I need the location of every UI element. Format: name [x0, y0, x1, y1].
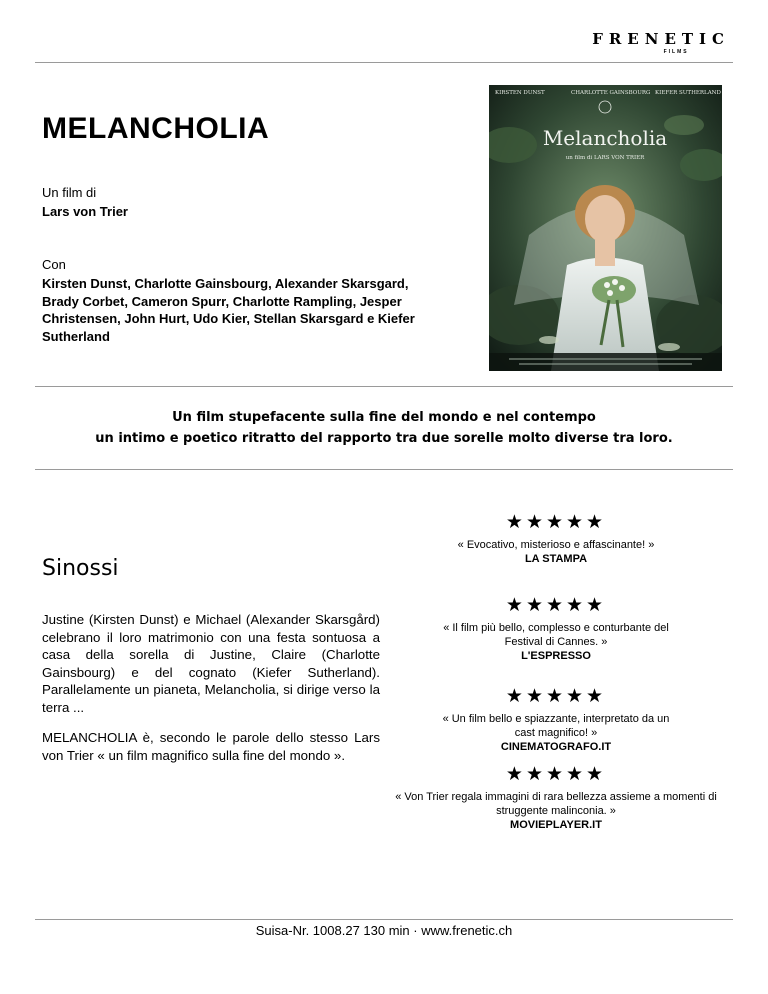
star-rating-icon: ★★★★★	[505, 512, 607, 533]
review-source: CINEMATOGRAFO.IT	[500, 741, 612, 753]
director-name: Lars von Trier	[42, 204, 128, 219]
poster-actor-1: KIRSTEN DUNST	[495, 90, 545, 96]
review-item	[386, 595, 726, 663]
poster-title: Melancholia	[542, 126, 668, 150]
logo-wordmark: FRENETIC	[592, 30, 730, 48]
review-quote: « Evocativo, misterioso e affascinante! »	[457, 539, 655, 551]
synopsis-heading: Sinossi	[42, 556, 119, 581]
poster-actor-2: CHARLOTTE GAINSBOURG	[571, 90, 651, 96]
film-poster	[489, 85, 722, 371]
cast-label: Con	[42, 257, 66, 272]
poster-credit: un film di LARS VON TRIER	[565, 155, 645, 161]
review-item	[386, 686, 726, 754]
tagline-line-1: Un film stupefacente sulla fine del mondo e nel contempo	[172, 410, 596, 425]
review-item	[386, 764, 726, 832]
review-quote: « Un film bello e spiazzante, interpretato da un cast magnifico! »	[442, 713, 670, 739]
review-quote: « Von Trier regala immagini di rara bellezza assieme a momenti di struggente malinconia. »	[395, 791, 717, 817]
tagline	[35, 407, 733, 449]
synopsis-paragraph-2: MELANCHOLIA è, secondo le parole dello stesso Lars von Trier « un film magnifico sulla fine del mondo ».	[42, 730, 380, 763]
tagline-line-2: un intimo e poetico ritratto del rapporto tra due sorelle molto diverse tra loro.	[95, 431, 673, 446]
star-rating-icon: ★★★★★	[505, 764, 607, 785]
star-rating-icon: ★★★★★	[505, 595, 607, 616]
review-item	[386, 512, 726, 566]
tagline-top-divider	[35, 386, 733, 387]
review-source: L'ESPRESSO	[521, 650, 591, 662]
footer-info: Suisa-Nr. 1008.27 130 min · www.frenetic.ch	[255, 923, 513, 938]
footer-divider	[35, 919, 733, 920]
header-divider	[35, 62, 733, 63]
cast-list: Kirsten Dunst, Charlotte Gainsbourg, Alexander Skarsgard, Brady Corbet, Cameron Spurr, Charlotte Rampling, Jesper Christensen, John Hurt, Udo Kier, Stellan Skarsgard e Kiefer Sutherland	[42, 276, 415, 344]
frenetic-logo	[592, 30, 730, 55]
star-rating-icon: ★★★★★	[505, 686, 607, 707]
review-source: LA STAMPA	[524, 553, 588, 565]
film-title: MELANCHOLIA	[42, 112, 270, 145]
review-source: MOVIEPLAYER.IT	[510, 819, 602, 831]
synopsis-paragraph-1: Justine (Kirsten Dunst) e Michael (Alexander Skarsgård) celebrano il loro matrimonio con una festa sontuosa a casa della sorella di Justine, Claire (Charlotte Gainsbourg) e del cognato (Kiefer Sutherland). Parallelamente un pianeta, Melancholia, si dirige verso la terra ...	[42, 612, 380, 715]
tagline-bottom-divider	[35, 469, 733, 470]
poster-actor-3: KIEFER SUTHERLAND	[655, 90, 721, 96]
logo-subtitle: FILMS	[663, 49, 689, 55]
director-label: Un film di	[42, 185, 97, 200]
review-quote: « Il film più bello, complesso e conturbante del Festival di Cannes. »	[443, 622, 669, 648]
